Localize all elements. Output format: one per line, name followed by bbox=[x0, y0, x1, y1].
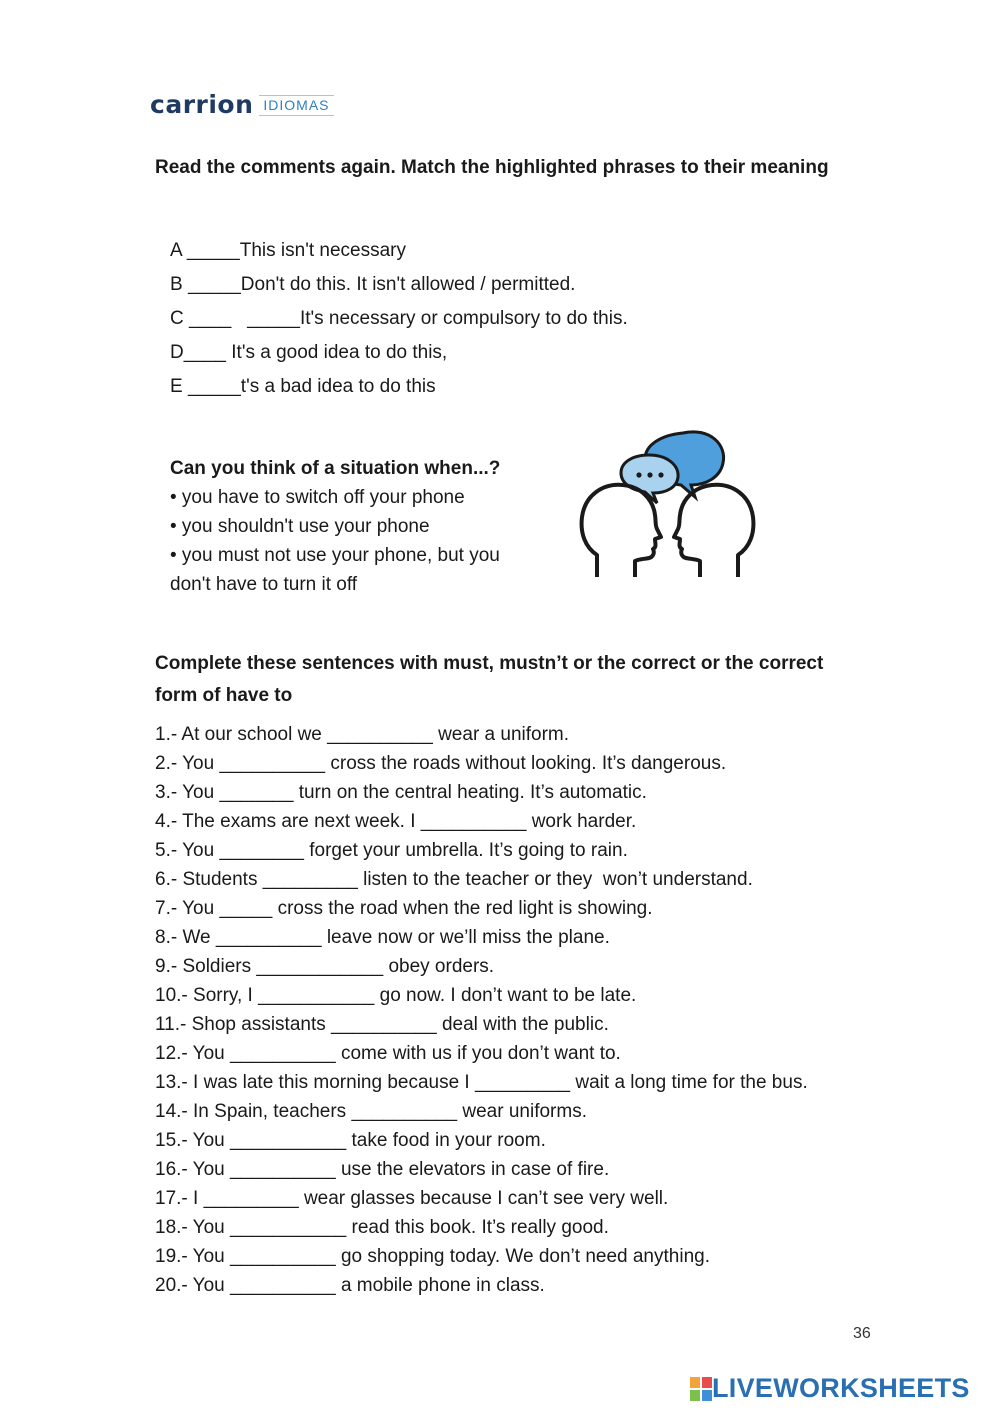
match-item-c: C ____ _____It's necessary or compulsory to do this. bbox=[170, 308, 628, 329]
liveworksheets-grid-icon bbox=[690, 1377, 712, 1401]
sentence-item: 15.- You ___________ take food in your room. bbox=[155, 1130, 546, 1151]
sentence-item: 6.- Students _________ listen to the teacher or they won’t understand. bbox=[155, 869, 753, 890]
sentence-list bbox=[155, 720, 808, 1300]
sentence-item: 16.- You __________ use the elevators in case of fire. bbox=[155, 1159, 610, 1180]
sentence-item: 7.- You _____ cross the road when the red light is showing. bbox=[155, 898, 653, 919]
situation-question: Can you think of a situation when...? bbox=[170, 458, 501, 479]
section1-title: Read the comments again. Match the highlighted phrases to their meaning bbox=[155, 157, 829, 178]
sentence-item: 8.- We __________ leave now or we’ll miss the plane. bbox=[155, 927, 610, 948]
situation-bullet: • you have to switch off your phone bbox=[170, 487, 465, 508]
logo-sub-text: IDIOMAS bbox=[259, 95, 333, 116]
sentence-item: 18.- You ___________ read this book. It’s really good. bbox=[155, 1217, 609, 1238]
match-item-b: B _____Don't do this. It isn't allowed / permitted. bbox=[170, 274, 576, 295]
section3-title: Complete these sentences with must, mustn’t or the correct or the correct form of have to bbox=[155, 653, 824, 706]
sentence-item: 11.- Shop assistants __________ deal with the public. bbox=[155, 1014, 609, 1035]
sentence-item: 17.- I _________ wear glasses because I can’t see very well. bbox=[155, 1188, 669, 1209]
match-list bbox=[170, 236, 628, 406]
sentence-item: 3.- You _______ turn on the central heating. It’s automatic. bbox=[155, 782, 647, 803]
page-number: 36 bbox=[853, 1325, 871, 1342]
sentence-item: 2.- You __________ cross the roads without looking. It’s dangerous. bbox=[155, 753, 727, 774]
situation-bullet: • you must not use your phone, but you bbox=[170, 545, 500, 566]
sentence-item: 10.- Sorry, I ___________ go now. I don’t want to be late. bbox=[155, 985, 637, 1006]
sentence-item: 9.- Soldiers ____________ obey orders. bbox=[155, 956, 495, 977]
situation-bullet: don't have to turn it off bbox=[170, 574, 358, 595]
match-item-e: E _____t's a bad idea to do this bbox=[170, 376, 436, 397]
situation-block bbox=[170, 454, 570, 599]
match-item-d: D____ It's a good idea to do this, bbox=[170, 342, 448, 363]
liveworksheets-logo[interactable] bbox=[690, 1373, 970, 1404]
carrion-idiomas-logo bbox=[150, 90, 334, 119]
sentence-item: 4.- The exams are next week. I __________ work harder. bbox=[155, 811, 637, 832]
sentence-item: 20.- You __________ a mobile phone in class. bbox=[155, 1275, 545, 1296]
liveworksheets-text: LIVEWORKSHEETS bbox=[712, 1373, 970, 1403]
sentence-item: 13.- I was late this morning because I _________ wait a long time for the bus. bbox=[155, 1072, 808, 1093]
situation-bullet: • you shouldn't use your phone bbox=[170, 516, 430, 537]
sentence-item: 14.- In Spain, teachers __________ wear uniforms. bbox=[155, 1101, 587, 1122]
sentence-item: 5.- You ________ forget your umbrella. It’s going to rain. bbox=[155, 840, 628, 861]
sentence-item: 19.- You __________ go shopping today. We don’t need anything. bbox=[155, 1246, 710, 1267]
logo-main-text: carrion bbox=[150, 90, 254, 119]
talking-heads-icon bbox=[575, 425, 760, 585]
match-item-a: A _____This isn't necessary bbox=[170, 240, 406, 261]
sentence-item: 1.- At our school we __________ wear a uniform. bbox=[155, 724, 570, 745]
sentence-item: 12.- You __________ come with us if you don’t want to. bbox=[155, 1043, 621, 1064]
